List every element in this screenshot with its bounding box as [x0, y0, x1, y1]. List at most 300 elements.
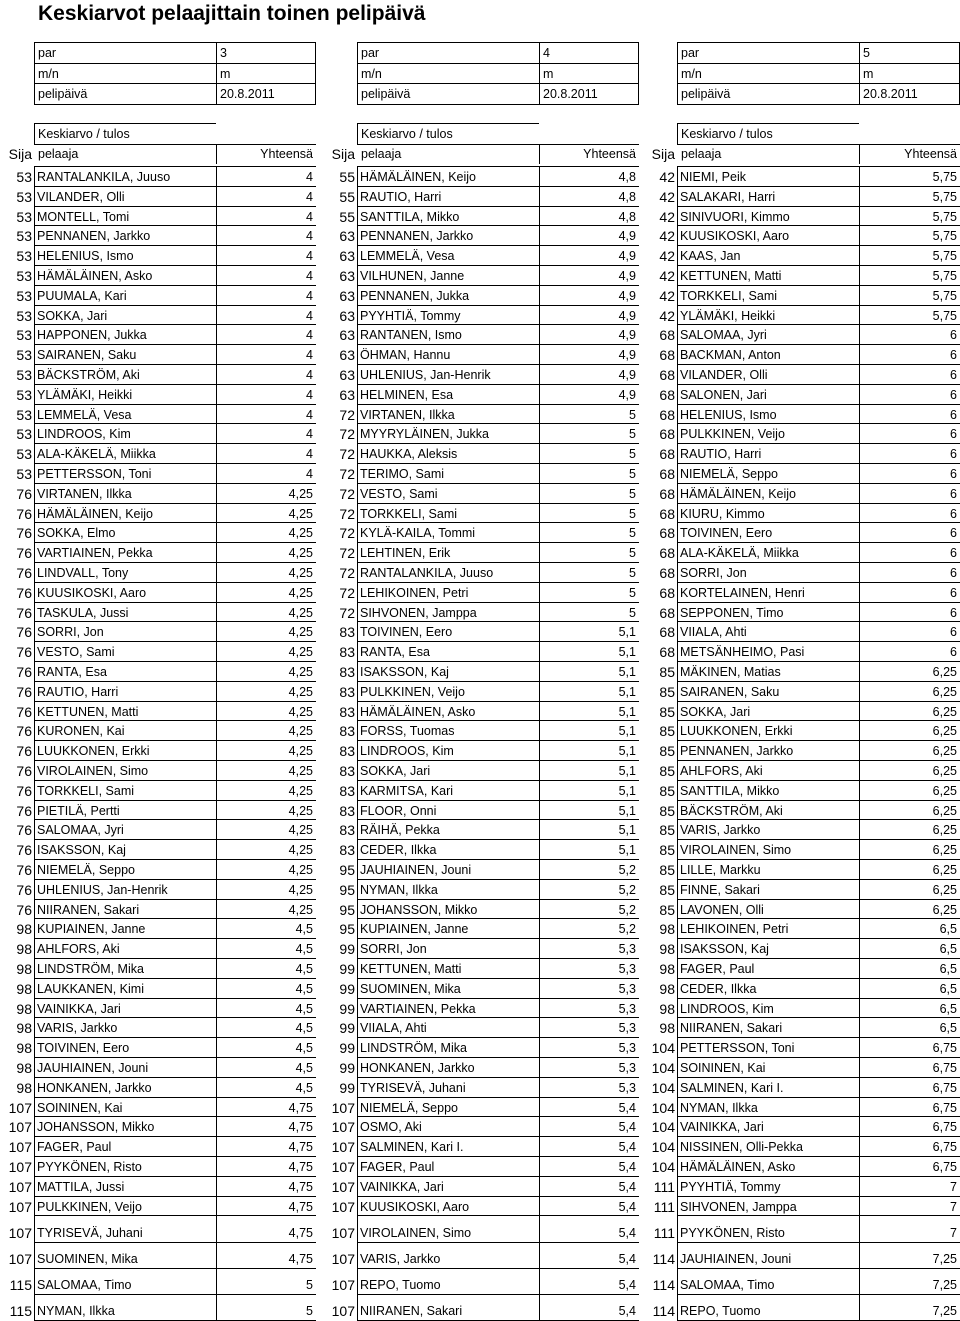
sija-cell: 76 — [16, 782, 32, 799]
sija-cell: 55 — [339, 169, 355, 185]
player-name-cell: PYYHTIÄ, Tommy — [360, 308, 461, 323]
sija-cell: 53 — [16, 228, 32, 245]
sija-cell: 104 — [651, 1079, 675, 1096]
player-name-cell: LEHIKOINEN, Petri — [360, 585, 469, 600]
sija-cell: 107 — [331, 1224, 355, 1241]
yhteensa-cell: 5 — [629, 585, 636, 600]
player-name-cell: PETTERSSON, Toni — [680, 1041, 795, 1056]
player-name-cell: KUUSIKOSKI, Aaro — [360, 1199, 470, 1214]
grid-line — [677, 42, 678, 104]
player-name-cell: FINNE, Sakari — [680, 882, 760, 897]
yhteensa-cell: 5,1 — [618, 645, 636, 660]
yhteensa-cell: 4 — [306, 348, 313, 363]
sija-cell: 83 — [339, 624, 355, 641]
player-name-cell: NIIRANEN, Sakari — [360, 1303, 463, 1318]
player-name-cell: REPO, Tuomo — [360, 1277, 441, 1292]
yhteensa-cell: 6 — [950, 407, 957, 422]
yhteensa-cell: 4,25 — [288, 902, 313, 917]
player-name-cell: HÄMÄLÄINEN, Keijo — [680, 486, 797, 501]
mn-label: m/n — [361, 66, 382, 81]
player-name-cell: NISSINEN, Olli-Pekka — [680, 1140, 803, 1155]
yhteensa-cell: 6 — [950, 605, 957, 620]
grid-line — [677, 42, 960, 43]
sija-cell: 107 — [331, 1119, 355, 1136]
mn-value: m — [220, 66, 231, 81]
sija-cell: 107 — [8, 1159, 32, 1175]
yhteensa-cell: 5,4 — [618, 1303, 636, 1318]
yhteensa-cell: 4 — [306, 288, 313, 303]
player-name-cell: RANTALANKILA, Juuso — [360, 566, 494, 580]
sija-cell: 72 — [339, 406, 355, 423]
yhteensa-cell: 4,25 — [288, 486, 313, 501]
sija-cell: 95 — [339, 901, 355, 918]
sija-cell: 76 — [16, 525, 32, 542]
grid-line — [357, 1215, 639, 1216]
player-name-cell: MÄKINEN, Matias — [680, 665, 781, 679]
player-name-cell: VAINIKKA, Jari — [360, 1179, 444, 1194]
yhteensa-cell: 6 — [950, 566, 957, 580]
player-name-cell: VARTIAINEN, Pekka — [37, 546, 153, 561]
sija-cell: 107 — [8, 1250, 32, 1267]
player-name-cell: ALA-KÄKELÄ, Miikka — [37, 447, 156, 462]
player-name-cell: SOKKA, Jari — [37, 308, 108, 323]
sija-cell: 104 — [651, 1060, 675, 1076]
sija-cell: 107 — [331, 1178, 355, 1195]
yhteensa-cell: 4,9 — [618, 249, 636, 264]
page-title: Keskiarvot pelaajittain toinen pelipäivä — [38, 2, 426, 25]
player-name-cell: JAUHIAINEN, Jouni — [680, 1251, 792, 1266]
sija-cell: 98 — [659, 961, 675, 977]
player-name-cell: SAIRANEN, Saku — [680, 684, 780, 699]
yhteensa-cell: 6 — [950, 387, 957, 402]
sija-cell: 63 — [339, 386, 355, 403]
player-name-cell: VIROLAINEN, Simo — [360, 1225, 472, 1240]
sija-cell: 76 — [16, 802, 32, 819]
yhteensa-cell: 4,25 — [288, 823, 313, 838]
yhteensa-cell: 4,75 — [288, 1100, 313, 1115]
yhteensa-cell: 6 — [950, 348, 957, 363]
sija-cell: 114 — [652, 1250, 675, 1267]
player-name-cell: ÖHMAN, Hannu — [360, 348, 451, 363]
sija-cell: 115 — [9, 1302, 32, 1319]
player-name-cell: KETTUNEN, Matti — [37, 704, 139, 719]
yhteensa-cell: 4,5 — [295, 1080, 313, 1095]
player-name-cell: SOKKA, Jari — [680, 704, 751, 719]
sija-cell: 107 — [331, 1198, 355, 1215]
yhteensa-cell: 6,25 — [932, 724, 957, 739]
sija-cell: 76 — [16, 644, 32, 661]
sija-cell: 68 — [659, 565, 675, 581]
yhteensa-cell: 5,75 — [932, 249, 957, 264]
player-name-cell: HELENIUS, Ismo — [37, 249, 134, 264]
player-name-cell: VIRTANEN, Ilkka — [360, 407, 455, 422]
yhteensa-cell: 5,75 — [932, 229, 957, 244]
pelipaiva-value: 20.8.2011 — [543, 87, 598, 101]
grid-line — [859, 166, 860, 1321]
header-keskiarvo: Keskiarvo / tulos — [681, 127, 773, 141]
player-name-cell: NIEMI, Peik — [680, 170, 746, 184]
sija-cell: 83 — [339, 842, 355, 859]
yhteensa-cell: 5,4 — [618, 1179, 636, 1194]
player-name-cell: HONKANEN, Jarkko — [360, 1061, 475, 1075]
sija-cell: 42 — [659, 287, 675, 304]
sija-cell: 85 — [659, 703, 675, 720]
sija-cell: 68 — [659, 584, 675, 601]
player-name-cell: KIURU, Kimmo — [680, 506, 765, 521]
sija-cell: 85 — [659, 664, 675, 680]
yhteensa-cell: 5 — [629, 447, 636, 462]
yhteensa-cell: 5 — [629, 486, 636, 501]
sija-cell: 42 — [659, 208, 675, 225]
sija-cell: 98 — [16, 980, 32, 997]
sija-cell: 42 — [659, 169, 675, 185]
player-name-cell: PULKKINEN, Veijo — [680, 427, 785, 442]
yhteensa-cell: 4,9 — [618, 269, 636, 283]
player-name-cell: VIROLAINEN, Simo — [680, 843, 792, 858]
sija-cell: 107 — [8, 1139, 32, 1156]
grid-line — [357, 123, 358, 144]
player-name-cell: HONKANEN, Jarkko — [37, 1080, 152, 1095]
player-name-cell: JAUHIAINEN, Jouni — [360, 863, 472, 877]
sija-cell: 76 — [16, 842, 32, 859]
player-name-cell: LEHIKOINEN, Petri — [680, 922, 789, 937]
yhteensa-cell: 4,25 — [288, 863, 313, 877]
sija-cell: 76 — [16, 743, 32, 760]
player-name-cell: KUPIAINEN, Janne — [360, 922, 469, 937]
yhteensa-cell: 4,75 — [288, 1160, 313, 1174]
grid-line — [677, 1215, 960, 1216]
player-name-cell: CEDER, Ilkka — [360, 843, 437, 858]
player-name-cell: VARTIAINEN, Pekka — [360, 1001, 476, 1016]
sija-cell: 72 — [339, 505, 355, 522]
player-name-cell: TORKKELI, Sami — [680, 288, 778, 303]
sija-cell: 107 — [8, 1119, 32, 1136]
player-name-cell: BÄCKSTRÖM, Aki — [37, 368, 140, 382]
yhteensa-cell: 5,4 — [618, 1120, 636, 1135]
sija-cell: 76 — [16, 901, 32, 918]
sija-cell: 68 — [659, 545, 675, 562]
sija-cell: 53 — [16, 248, 32, 265]
sija-cell: 85 — [659, 743, 675, 760]
yhteensa-cell: 4,25 — [288, 645, 313, 660]
player-name-cell: SIHVONEN, Jamppa — [360, 605, 477, 620]
sija-cell: 111 — [653, 1224, 675, 1241]
grid-line — [34, 42, 35, 104]
player-name-cell: RAUTIO, Harri — [360, 189, 442, 204]
sija-cell: 53 — [16, 287, 32, 304]
yhteensa-cell: 6,5 — [939, 1001, 957, 1016]
sija-cell: 99 — [339, 1040, 355, 1057]
yhteensa-cell: 5,75 — [932, 308, 957, 323]
yhteensa-cell: 6,25 — [932, 902, 957, 917]
yhteensa-cell: 4,5 — [295, 962, 313, 976]
yhteensa-cell: 5,4 — [618, 1277, 636, 1292]
player-name-cell: FAGER, Paul — [680, 962, 755, 976]
yhteensa-cell: 7,25 — [932, 1303, 957, 1318]
sija-cell: 68 — [659, 347, 675, 364]
yhteensa-cell: 5,1 — [618, 724, 636, 739]
player-name-cell: SALMINEN, Kari I. — [680, 1080, 784, 1095]
player-name-cell: SANTTILA, Mikko — [360, 209, 460, 224]
player-name-cell: BACKMAN, Anton — [680, 348, 781, 363]
player-name-cell: KUPIAINEN, Janne — [37, 922, 146, 937]
yhteensa-cell: 4,75 — [288, 1120, 313, 1135]
player-name-cell: SALAKARI, Harri — [680, 189, 776, 204]
yhteensa-cell: 6,25 — [932, 744, 957, 759]
player-name-cell: LINDROOS, Kim — [37, 427, 131, 442]
yhteensa-cell: 6 — [950, 585, 957, 600]
player-name-cell: PYYKÖNEN, Risto — [680, 1225, 785, 1240]
sija-cell: 104 — [651, 1159, 675, 1175]
sija-cell: 53 — [16, 367, 32, 383]
yhteensa-cell: 5 — [629, 566, 636, 580]
yhteensa-cell: 4,75 — [288, 1140, 313, 1155]
player-name-cell: PENNANEN, Jarkko — [680, 744, 794, 759]
sija-cell: 83 — [339, 683, 355, 700]
player-name-cell: SALOMAA, Jyri — [37, 823, 124, 838]
player-name-cell: LINDSTRÖM, Mika — [360, 1041, 467, 1056]
yhteensa-cell: 4,25 — [288, 783, 313, 798]
mn-value: m — [543, 66, 554, 81]
player-name-cell: TYRISEVÄ, Juhani — [360, 1080, 466, 1095]
player-name-cell: TERIMO, Sami — [360, 467, 445, 481]
yhteensa-cell: 5,3 — [618, 1041, 636, 1056]
sija-cell: 83 — [339, 743, 355, 760]
yhteensa-cell: 6 — [950, 328, 957, 343]
sija-cell: 53 — [16, 466, 32, 482]
player-name-cell: JOHANSSON, Mikko — [360, 902, 478, 917]
sija-cell: 107 — [331, 1276, 355, 1293]
yhteensa-cell: 5,1 — [618, 823, 636, 838]
sija-cell: 83 — [339, 763, 355, 779]
grid-line — [357, 166, 358, 1321]
yhteensa-cell: 4,5 — [295, 981, 313, 996]
yhteensa-cell: 5,4 — [618, 1160, 636, 1174]
par-block-5 — [643, 42, 960, 1319]
sija-cell: 114 — [652, 1276, 675, 1293]
player-name-cell: NIIRANEN, Sakari — [680, 1021, 783, 1036]
player-name-cell: HAPPONEN, Jukka — [37, 328, 147, 343]
player-name-cell: FORSS, Tuomas — [360, 724, 455, 739]
pelipaiva-value: 20.8.2011 — [220, 87, 275, 101]
player-name-cell: SOININEN, Kai — [680, 1061, 766, 1075]
yhteensa-cell: 5,3 — [618, 981, 636, 996]
column-header-pelaaja: pelaaja — [38, 147, 79, 161]
sija-cell: 99 — [339, 1000, 355, 1017]
player-name-cell: LINDVALL, Tony — [37, 566, 129, 580]
yhteensa-cell: 4 — [306, 308, 313, 323]
grid-line — [34, 1294, 316, 1295]
player-name-cell: LUUKKONEN, Erkki — [680, 724, 793, 739]
pelipaiva-label: pelipäivä — [681, 87, 731, 101]
player-name-cell: SOININEN, Kai — [37, 1100, 123, 1115]
player-name-cell: LINDSTRÖM, Mika — [37, 962, 144, 976]
yhteensa-cell: 6,5 — [939, 922, 957, 937]
sija-cell: 98 — [16, 1040, 32, 1057]
header-keskiarvo: Keskiarvo / tulos — [361, 127, 453, 141]
player-name-cell: RAUTIO, Harri — [680, 447, 762, 462]
grid-line — [34, 42, 316, 43]
player-name-cell: FAGER, Paul — [37, 1140, 112, 1155]
player-name-cell: LEMMELÄ, Vesa — [360, 249, 455, 264]
yhteensa-cell: 6 — [950, 467, 957, 481]
yhteensa-cell: 4 — [306, 328, 313, 343]
pelipaiva-label: pelipäivä — [361, 87, 411, 101]
par-label: par — [681, 46, 700, 60]
sija-cell: 85 — [659, 881, 675, 898]
pelipaiva-value: 20.8.2011 — [863, 87, 918, 101]
sija-cell: 68 — [659, 525, 675, 542]
sija-cell: 76 — [16, 723, 32, 740]
yhteensa-cell: 6,25 — [932, 764, 957, 778]
grid-line — [34, 1268, 316, 1269]
sija-cell: 98 — [659, 1000, 675, 1017]
player-name-cell: UHLENIUS, Jan-Henrik — [37, 882, 168, 897]
player-name-cell: KAAS, Jan — [680, 249, 741, 264]
par-value: 5 — [863, 46, 870, 60]
yhteensa-cell: 4,8 — [618, 209, 636, 224]
yhteensa-cell: 4,25 — [288, 744, 313, 759]
player-name-cell: VIIALA, Ahti — [360, 1021, 427, 1036]
yhteensa-cell: 7 — [950, 1179, 957, 1194]
grid-line — [34, 123, 35, 144]
yhteensa-cell: 4,9 — [618, 368, 636, 382]
yhteensa-cell: 4,25 — [288, 684, 313, 699]
yhteensa-cell: 5,2 — [618, 882, 636, 897]
sija-cell: 107 — [8, 1099, 32, 1116]
yhteensa-cell: 4 — [306, 427, 313, 442]
sija-cell: 68 — [659, 367, 675, 383]
yhteensa-cell: 4,8 — [618, 189, 636, 204]
player-name-cell: OSMO, Aki — [360, 1120, 422, 1135]
yhteensa-cell: 5,75 — [932, 170, 957, 184]
grid-line — [357, 1242, 639, 1243]
yhteensa-cell: 6 — [950, 506, 957, 521]
player-name-cell: YLÄMÄKI, Heikki — [37, 387, 133, 402]
column-header-yhteensa: Yhteensä — [583, 147, 636, 161]
player-name-cell: KETTUNEN, Matti — [360, 962, 462, 976]
sija-cell: 104 — [651, 1139, 675, 1156]
player-name-cell: REPO, Tuomo — [680, 1303, 761, 1318]
player-name-cell: VILANDER, Olli — [37, 189, 125, 204]
sija-cell: 76 — [16, 703, 32, 720]
player-name-cell: LAUKKANEN, Kimi — [37, 981, 144, 996]
player-name-cell: SALOMAA, Timo — [680, 1277, 775, 1292]
player-name-cell: SIHVONEN, Jamppa — [680, 1199, 797, 1214]
yhteensa-cell: 6,5 — [939, 962, 957, 976]
player-name-cell: TOIVINEN, Eero — [680, 526, 773, 541]
yhteensa-cell: 4,5 — [295, 1021, 313, 1036]
player-name-cell: TOIVINEN, Eero — [37, 1041, 130, 1056]
column-header-yhteensa: Yhteensä — [904, 147, 957, 161]
yhteensa-cell: 7 — [950, 1225, 957, 1240]
yhteensa-cell: 4 — [306, 229, 313, 244]
player-name-cell: RANTA, Esa — [360, 645, 430, 660]
yhteensa-cell: 4 — [306, 387, 313, 402]
sija-cell: 68 — [659, 485, 675, 502]
player-name-cell: HELMINEN, Esa — [360, 387, 454, 402]
par-block-3 — [0, 42, 316, 1319]
par-label: par — [361, 46, 380, 60]
sija-cell: 107 — [331, 1139, 355, 1156]
par-label: par — [38, 46, 57, 60]
sija-cell: 107 — [8, 1178, 32, 1195]
sija-cell: 68 — [659, 446, 675, 463]
sija-cell: 85 — [659, 683, 675, 700]
sija-cell: 72 — [339, 525, 355, 542]
yhteensa-cell: 4,25 — [288, 724, 313, 739]
yhteensa-cell: 4 — [306, 368, 313, 382]
yhteensa-cell: 6,25 — [932, 882, 957, 897]
yhteensa-cell: 7,25 — [932, 1277, 957, 1292]
player-name-cell: PYYHTIÄ, Tommy — [680, 1179, 781, 1194]
yhteensa-cell: 5,3 — [618, 962, 636, 976]
yhteensa-cell: 4,5 — [295, 1061, 313, 1075]
player-name-cell: NYMAN, Ilkka — [37, 1303, 115, 1318]
sija-cell: 104 — [651, 1099, 675, 1116]
yhteensa-cell: 4,75 — [288, 1225, 313, 1240]
sija-cell: 76 — [16, 763, 32, 779]
player-name-cell: LAVONEN, Olli — [680, 902, 764, 917]
sija-cell: 42 — [659, 268, 675, 284]
player-name-cell: KUUSIKOSKI, Aaro — [680, 229, 790, 244]
player-name-cell: SALMINEN, Kari I. — [360, 1140, 464, 1155]
sija-cell: 95 — [339, 881, 355, 898]
sija-cell: 85 — [659, 901, 675, 918]
player-name-cell: PETTERSSON, Toni — [37, 467, 152, 481]
sija-cell: 55 — [339, 188, 355, 205]
player-name-cell: TOIVINEN, Eero — [360, 625, 453, 640]
sija-cell: 68 — [659, 327, 675, 344]
player-name-cell: BÄCKSTRÖM, Aki — [680, 803, 783, 818]
player-name-cell: FAGER, Paul — [360, 1160, 435, 1174]
player-name-cell: VESTO, Sami — [360, 486, 438, 501]
player-name-cell: RANTA, Esa — [37, 665, 107, 679]
header-keskiarvo: Keskiarvo / tulos — [38, 127, 130, 141]
sija-cell: 72 — [339, 584, 355, 601]
yhteensa-cell: 4,75 — [288, 1179, 313, 1194]
yhteensa-cell: 4,25 — [288, 585, 313, 600]
player-name-cell: TYRISEVÄ, Juhani — [37, 1225, 143, 1240]
yhteensa-cell: 5,75 — [932, 189, 957, 204]
player-name-cell: VARIS, Jarkko — [360, 1251, 441, 1266]
sija-cell: 53 — [16, 347, 32, 364]
player-name-cell: NIEMELÄ, Seppo — [680, 467, 778, 481]
sija-cell: 99 — [339, 1079, 355, 1096]
sija-cell: 68 — [659, 604, 675, 621]
yhteensa-cell: 4,25 — [288, 566, 313, 580]
yhteensa-cell: 4 — [306, 467, 313, 481]
player-name-cell: UHLENIUS, Jan-Henrik — [360, 368, 491, 382]
yhteensa-cell: 4 — [306, 447, 313, 462]
sija-cell: 95 — [339, 862, 355, 878]
yhteensa-cell: 6,5 — [939, 942, 957, 957]
sija-cell: 72 — [339, 545, 355, 562]
sija-cell: 63 — [339, 248, 355, 265]
sija-cell: 53 — [16, 426, 32, 443]
sija-cell: 72 — [339, 604, 355, 621]
sija-cell: 76 — [16, 624, 32, 641]
sija-cell: 98 — [16, 1020, 32, 1037]
yhteensa-cell: 6,25 — [932, 863, 957, 877]
player-name-cell: TASKULA, Jussi — [37, 605, 129, 620]
player-name-cell: LUUKKONEN, Erkki — [37, 744, 150, 759]
yhteensa-cell: 4,8 — [618, 170, 636, 184]
player-name-cell: LINDROOS, Kim — [360, 744, 454, 759]
sija-cell: 53 — [16, 208, 32, 225]
sija-cell: 68 — [659, 624, 675, 641]
sija-cell: 63 — [339, 287, 355, 304]
